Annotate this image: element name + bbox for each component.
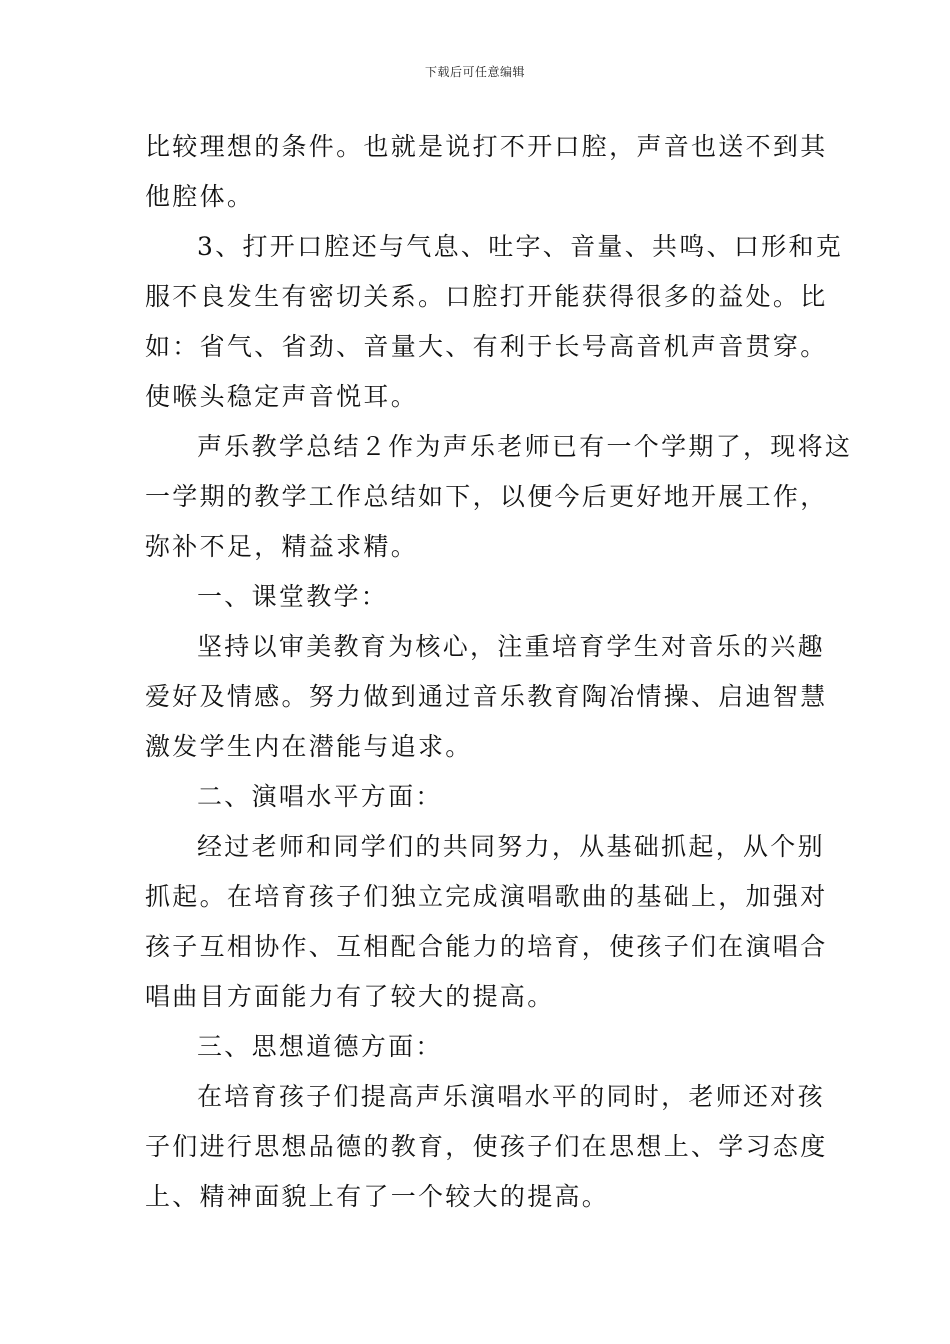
paragraph-line: 服不良发生有密切关系。口腔打开能获得很多的益处。比 [145,282,828,311]
paragraph-3 [145,422,853,572]
section-heading-classroom [145,572,809,622]
document-body [145,122,853,1222]
paragraph-line: 爱好及情感。努力做到通过音乐教育陶冶情操、启迪智慧 [145,682,828,711]
paragraph-5 [145,622,828,772]
paragraph-line: 弥补不足，精益求精。 [145,532,419,561]
paragraph-line: 在培育孩子们提高声乐演唱水平的同时，老师还对孩 [197,1082,825,1111]
paragraph-2 [145,222,844,422]
paragraph-line: 上、精神面貌上有了一个较大的提高。 [145,1182,610,1211]
paragraph-line: 三、思想道德方面： [197,1032,443,1061]
paragraph-line: 抓起。在培育孩子们独立完成演唱歌曲的基础上，加强对 [145,882,828,911]
paragraph-line: 唱曲目方面能力有了较大的提高。 [145,982,555,1011]
paragraph-line: 声乐教学总结２作为声乐老师已有一个学期了，现将这 [197,432,853,461]
section-heading-morality [145,1022,809,1072]
paragraph-line: 他腔体。 [145,182,255,211]
page-header: 下载后可任意编辑 [424,65,525,79]
paragraph-line: 坚持以审美教育为核心，注重培育学生对音乐的兴趣 [197,632,825,661]
paragraph-1 [145,122,828,222]
paragraph-line: 一、课堂教学： [197,582,389,611]
paragraph-line: 使喉头稳定声音悦耳。 [145,382,419,411]
paragraph-line: 激发学生内在潜能与追求。 [145,732,473,761]
section-heading-singing [145,772,809,822]
paragraph-line: 子们进行思想品德的教育，使孩子们在思想上、学习态度 [145,1132,828,1161]
paragraph-line: 比较理想的条件。也就是说打不开口腔，声音也送不到其 [145,132,828,161]
paragraph-9 [145,1072,828,1222]
paragraph-line: 孩子互相协作、互相配合能力的培育，使孩子们在演唱合 [145,932,828,961]
paragraph-line: 一学期的教学工作总结如下，以便今后更好地开展工作， [145,482,828,511]
paragraph-line: 经过老师和同学们的共同努力，从基础抓起，从个别 [197,832,825,861]
paragraph-line: 二、演唱水平方面： [197,782,443,811]
paragraph-line: 如：省气、省劲、音量大、有利于长号高音机声音贯穿。 [145,332,828,361]
paragraph-line: 3、打开口腔还与气息、吐字、音量、共鸣、口形和克 [197,232,844,261]
paragraph-7 [145,822,828,1022]
